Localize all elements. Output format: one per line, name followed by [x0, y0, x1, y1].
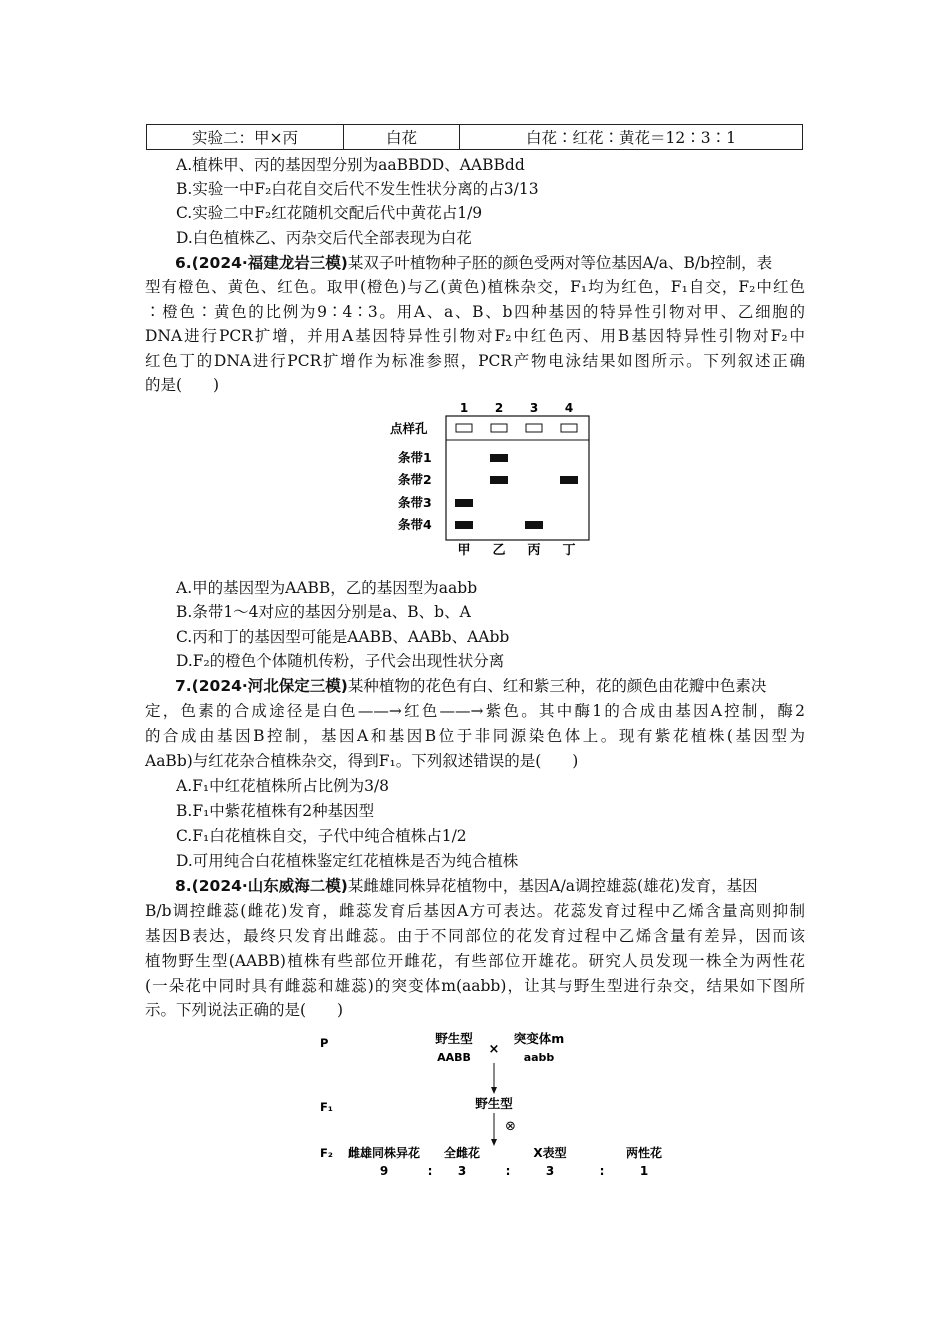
- q5-option-b: B.实验一中F₂白花自交后代不发生性状分离的占3/13: [176, 180, 539, 198]
- q6-option-b: B.条带1～4对应的基因分别是a、B、b、A: [176, 603, 471, 621]
- table-cell-f2-ratio: 白花∶红花∶黄花＝12∶3∶1: [460, 125, 803, 150]
- q8-stem-line-3: 基因B表达，最终只发育出雌蕊。由于不同部位的花发育过程中乙烯含量有差异，因而该: [145, 927, 805, 945]
- table-cell-parent-phenotype: 白花: [344, 125, 460, 150]
- cross-diagram: [310, 1025, 690, 1185]
- f2-phenotype: 两性花: [625, 1146, 663, 1160]
- f2-phenotype: 雌雄同株异花: [347, 1146, 421, 1160]
- f2-ratio-value: 9: [379, 1164, 389, 1178]
- parent2-name: 突变体m: [513, 1031, 565, 1046]
- gel-band-label: 条带1: [398, 450, 432, 465]
- q5-option-d: D.白色植株乙、丙杂交后代全部表现为白花: [176, 229, 472, 247]
- q8-stem-text-1: 某雌雄同株异花植物中，基因A/a调控雄蕊(雄花)发育，基因: [347, 877, 758, 895]
- f2-ratio-separator: :: [599, 1164, 605, 1178]
- gel-band-label: 条带4: [398, 517, 432, 532]
- q8-stem-line-1: [175, 874, 805, 898]
- gel-lane-number: 2: [494, 401, 504, 415]
- q6-option-a: A.甲的基因型为AABB，乙的基因型为aabb: [176, 579, 478, 597]
- p-generation-label: P: [320, 1036, 329, 1050]
- f2-ratio-separator: :: [505, 1164, 511, 1178]
- parent2-genotype: aabb: [523, 1051, 555, 1064]
- q8-source: 8.(2024·山东威海二模): [175, 877, 348, 895]
- q7-option-d: D.可用纯合白花植株鉴定红花植株是否为纯合植株: [176, 852, 519, 870]
- q7-option-c: C.F₁白花植株自交，子代中纯合植株占1/2: [176, 827, 467, 845]
- gel-lane-name: 丙: [527, 543, 541, 558]
- gel-band: [455, 499, 473, 507]
- gel-band: [490, 454, 508, 462]
- q6-stem-line-5: 红色丁的DNA进行PCR扩增作为标准参照，PCR产物电泳结果如图所示。下列叙述正确: [145, 352, 805, 370]
- q5-option-a: A.植株甲、丙的基因型分别为aaBBDD、AABBdd: [176, 156, 525, 174]
- gel-lane-number: 3: [529, 401, 539, 415]
- selfing-symbol: ⊗: [505, 1119, 516, 1134]
- gel-band: [455, 521, 473, 529]
- gel-figure: [380, 398, 600, 560]
- q7-option-a: A.F₁中红花植株所占比例为3/8: [176, 777, 390, 795]
- gel-well: [456, 424, 472, 432]
- gel-well: [526, 424, 542, 432]
- f2-generation-label: F₂: [320, 1146, 333, 1160]
- gel-lane-number: 4: [564, 401, 574, 415]
- gel-lane-name: 丁: [562, 543, 576, 558]
- gel-well-label: 点样孔: [390, 421, 428, 436]
- q7-stem-line-2: 定，色素的合成途径是白色——→红色——→紫色。其中酶1的合成由基因A控制，酶2: [145, 702, 805, 720]
- experiment-table: [146, 124, 803, 150]
- q8-stem-line-2: B/b调控雌蕊(雌花)发育，雌蕊发育后基因A方可表达。花蕊发育过程中乙烯含量高则抑制: [145, 902, 805, 920]
- q6-stem-line-6: 的是( ): [145, 376, 220, 394]
- q6-option-d: D.F₂的橙色个体随机传粉，子代会出现性状分离: [176, 652, 505, 670]
- f2-ratio-value: 3: [545, 1164, 555, 1178]
- table-row: [147, 125, 803, 150]
- gel-bands: [455, 454, 578, 529]
- gel-band-label: 条带2: [398, 472, 432, 487]
- gel-well: [491, 424, 507, 432]
- f1-generation-label: F₁: [320, 1100, 333, 1114]
- gel-band-label: 条带3: [398, 495, 432, 510]
- gel-lane-number: 1: [459, 401, 469, 415]
- f2-phenotype: X表型: [533, 1146, 567, 1160]
- q5-option-c: C.实验二中F₂红花随机交配后代中黄花占1/9: [176, 204, 483, 222]
- parent1-name: 野生型: [435, 1031, 473, 1046]
- q6-stem-line-4: DNA进行PCR扩增，并用A基因特异性引物对F₂中红色丙、用B基因特异性引物对F₂中: [145, 327, 805, 345]
- q6-stem-line-2: 型有橙色、黄色、红色。取甲(橙色)与乙(黄色)植株杂交，F₁均为红色，F₁自交，F₂中红色: [145, 278, 805, 296]
- cross-symbol: ×: [488, 1042, 500, 1057]
- table-cell-experiment: 实验二：甲×丙: [147, 125, 344, 150]
- q8-stem-line-5: (一朵花中同时具有雌蕊和雄蕊)的突变体m(aabb)，让其与野生型进行杂交，结果如下图所: [145, 977, 805, 995]
- q7-stem-text-1: 某种植物的花色有白、红和紫三种，花的颜色由花瓣中色素决: [347, 677, 767, 695]
- q7-source: 7.(2024·河北保定三模): [175, 677, 348, 695]
- gel-lane-name: 甲: [457, 543, 471, 558]
- f2-phenotype: 全雌花: [443, 1146, 481, 1160]
- parent1-genotype: AABB: [437, 1051, 471, 1064]
- f2-ratio-value: 3: [457, 1164, 467, 1178]
- gel-band: [525, 521, 543, 529]
- f1-name: 野生型: [475, 1096, 513, 1111]
- q6-stem-line-1: [175, 251, 805, 275]
- gel-band: [560, 476, 578, 484]
- q7-stem-line-3: 的合成由基因B控制，基因A和基因B位于非同源染色体上。现有紫花植株(基因型为: [145, 727, 805, 745]
- q6-stem-text-1: 某双子叶植物种子胚的颜色受两对等位基因A/a、B/b控制，表: [347, 254, 773, 272]
- gel-lane-name: 乙: [492, 543, 506, 558]
- q8-stem-line-4: 植物野生型(AABB)植株有些部位开雌花，有些部位开雄花。研究人员发现一株全为两性花: [145, 952, 805, 970]
- f2-ratio-separator: :: [427, 1164, 433, 1178]
- gel-band: [490, 476, 508, 484]
- q8-stem-line-6: 示。下列说法正确的是( ): [145, 1001, 344, 1019]
- f2-ratio-value: 1: [639, 1164, 649, 1178]
- q7-option-b: B.F₁中紫花植株有2种基因型: [176, 802, 375, 820]
- gel-well: [561, 424, 577, 432]
- q6-stem-line-3: ∶橙色∶黄色的比例为9∶4∶3。用A、a、B、b四种基因的特异性引物对甲、乙细胞的: [145, 303, 805, 321]
- q7-stem-line-1: [175, 674, 805, 698]
- q6-source: 6.(2024·福建龙岩三模): [175, 254, 348, 272]
- selfing-arrow-head: [491, 1139, 497, 1146]
- cross-arrow-head: [491, 1087, 497, 1094]
- q7-stem-line-4: AaBb)与红花杂合植株杂交，得到F₁。下列叙述错误的是( ): [145, 752, 579, 770]
- q6-option-c: C.丙和丁的基因型可能是AABB、AABb、AAbb: [176, 628, 510, 646]
